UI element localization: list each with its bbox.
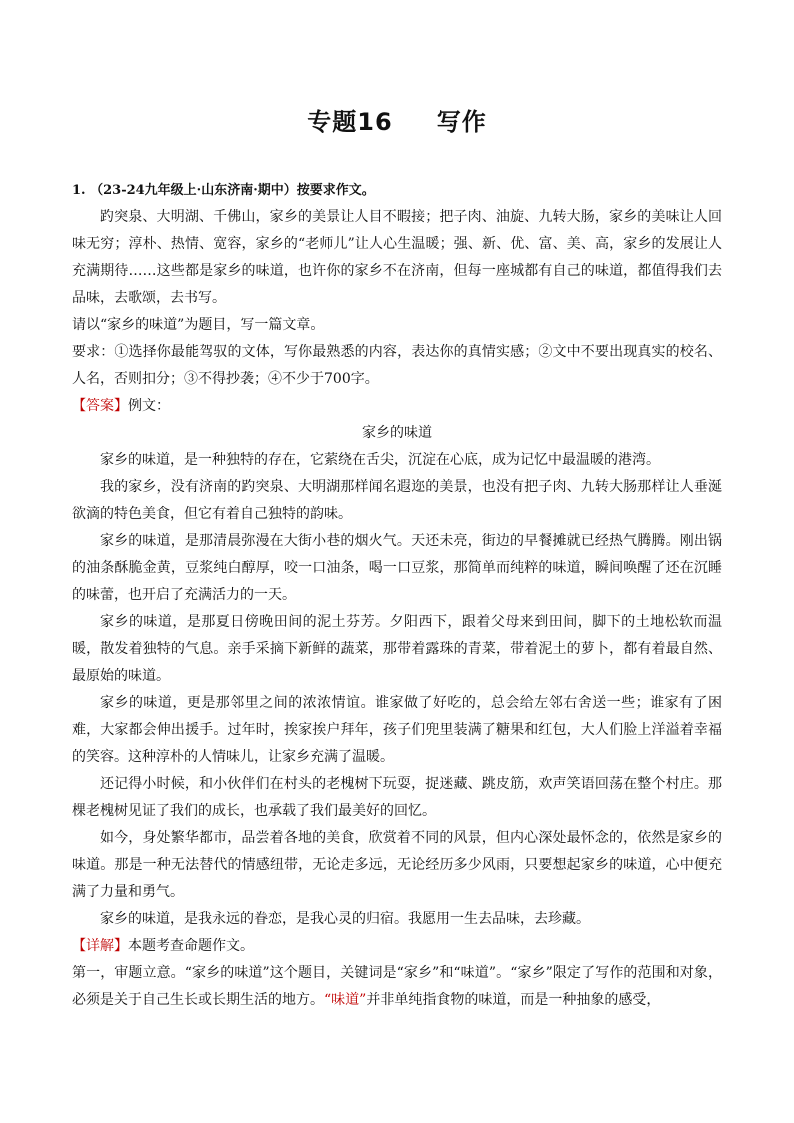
- analysis-tag: 【详解】: [72, 938, 128, 954]
- essay-paragraph: 家乡的味道，是我永远的眷恋，是我心灵的归宿。我愿用一生去品味，去珍藏。: [100, 911, 590, 927]
- answer-label-line: [72, 393, 722, 420]
- essay-paragraph: 如今，身处繁华都市，品尝着各地的美食，欣赏着不同的风景，但内心深处最怀念的，依然是家乡的味道。那是一种无法替代的情感纽带，无论走多远，无论经历多少风雨，只要想起家乡的味道，心中便充满了力量和勇气。: [72, 830, 722, 900]
- title-topic: 专题16: [307, 108, 393, 136]
- content-body: [72, 180, 722, 1014]
- title-subject: 写作: [436, 108, 487, 136]
- essay-paragraph: 家乡的味道，更是那邻里之间的浓浓情谊。谁家做了好吃的，总会给左邻右舍送一些；谁家有了困难，大家都会伸出援手。过年时，挨家挨户拜年，孩子们兜里装满了糖果和红包，大人们脸上洋溢着幸福的笑容。这种淳朴的人情味儿，让家乡充满了温暖。: [72, 695, 722, 765]
- question-requirements: 要求：①选择你最能驾驭的文体，写你最熟悉的内容，表达你的真情实感；②文中不要出现真实的校名、人名，否则扣分；③不得抄袭；④不少于700字。: [72, 344, 722, 387]
- analysis-highlight: “味道”: [324, 992, 367, 1008]
- question-source: （23-24九年级上·山东济南·期中）: [90, 183, 297, 198]
- question-prompt: 趵突泉、大明湖、千佛山，家乡的美景让人目不暇接；把子肉、油旋、九转大肠，家乡的美味让人回味无穷；淳朴、热情、宽容，家乡的“老师儿”让人心生温暖；强、新、优、富、美、高，家乡的发展让人充满期待……这些都是家乡的味道，也许你的家乡不在济南，但每一座城都有自己的味道，都值得我们去品味，去歌颂，去书写。: [72, 209, 722, 306]
- analysis-paragraph: [72, 960, 722, 1014]
- analysis-label-line: [72, 933, 722, 960]
- question-task: 请以“家乡的味道”为题目，写一篇文章。: [72, 317, 325, 333]
- answer-intro: 例文：: [128, 398, 170, 414]
- question-header: [72, 180, 722, 202]
- essay-paragraph: 家乡的味道，是一种独特的存在，它萦绕在舌尖，沉淀在心底，成为记忆中最温暖的港湾。: [100, 452, 660, 468]
- analysis-intro: 本题考查命题作文。: [128, 938, 254, 954]
- question-number: 1.: [72, 183, 86, 198]
- analysis-text-start: 第一，审题立意。“家乡的味道”这个题目，关键词是“家乡”和“味道”。“家乡”限定了写作的范围和对象，必须是关于自己生长或长期生活的地方。: [72, 965, 722, 1008]
- essay-paragraph: 还记得小时候，和小伙伴们在村头的老槐树下玩耍，捉迷藏、跳皮筋，欢声笑语回荡在整个村庄。那棵老槐树见证了我们的成长，也承载了我们最美好的回忆。: [72, 776, 722, 819]
- essay-paragraph: 家乡的味道，是那夏日傍晚田间的泥土芬芳。夕阳西下，跟着父母来到田间，脚下的土地松软而温暖，散发着独特的气息。亲手采摘下新鲜的蔬菜，那带着露珠的青菜，带着泥土的萝卜，都有着最自然、最原始的味道。: [72, 614, 722, 684]
- essay-paragraph: 我的家乡，没有济南的趵突泉、大明湖那样闻名遐迩的美景，也没有把子肉、九转大肠那样让人垂涎欲滴的特色美食，但它有着自己独特的韵味。: [72, 479, 722, 522]
- analysis-text-end: 并非单纯指食物的味道，而是一种抽象的感受，: [366, 992, 661, 1008]
- question-instruction: 按要求作文。: [296, 183, 375, 198]
- page-title: [0, 102, 794, 137]
- essay-paragraph: 家乡的味道，是那清晨弥漫在大街小巷的烟火气。天还未亮，街边的早餐摊就已经热气腾腾。刚出锅的油条酥脆金黄，豆浆纯白醇厚，咬一口油条，喝一口豆浆，那简单而纯粹的味道，瞬间唤醒了还在沉睡的味蕾，也开启了充满活力的一天。: [72, 533, 722, 603]
- answer-tag: 【答案】: [72, 398, 128, 414]
- essay-title: 家乡的味道: [362, 425, 432, 441]
